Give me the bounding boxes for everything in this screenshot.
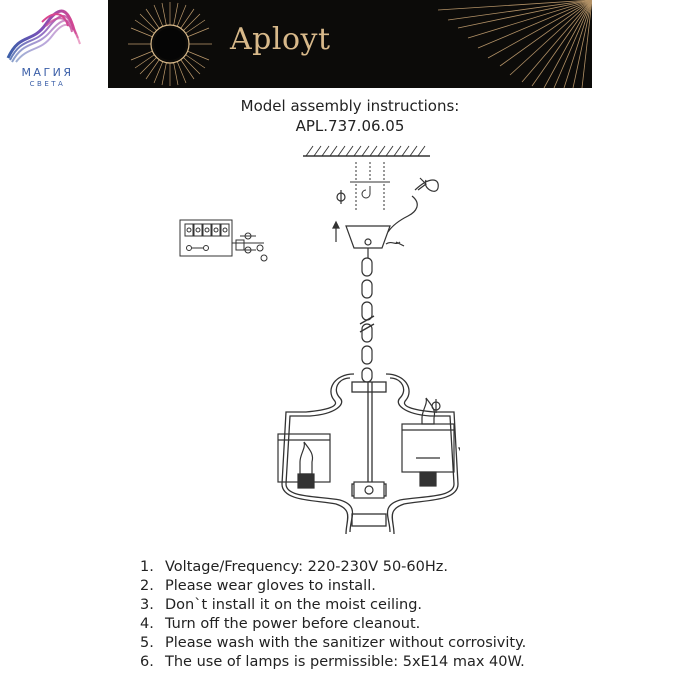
instruction-number: 2. [140,578,154,594]
instruction-number: 4. [140,616,154,632]
magia-sveta-logo [0,0,95,95]
instruction-number: 1. [140,559,154,575]
wave-logo-icon [2,2,92,64]
instruction-item [140,577,526,596]
instruction-text: The use of lamps is permissible: 5xE14 max 40W. [165,654,525,670]
instruction-number: 5. [140,635,154,651]
title-line: Model assembly instructions: [240,97,460,115]
instruction-item [140,634,526,653]
rotate-symbol-bulb [432,399,440,413]
supply-wires [388,180,438,232]
chain [360,258,374,382]
instruction-text: Please wear gloves to install. [165,578,376,594]
instruction-item [140,615,526,634]
brand-name: Aployt [230,22,331,57]
assembly-diagram [160,138,460,538]
instruction-item [140,653,526,672]
instruction-text: Please wash with the sanitizer without corrosivity. [165,635,527,651]
logo-wordmark: МАГИЯ [21,66,74,79]
instructions-list [140,558,526,672]
instruction-number: 3. [140,597,154,613]
brand-banner [108,0,592,88]
rotate-symbol-top [337,190,345,204]
instruction-number: 6. [140,654,154,670]
terminal-block [180,220,267,261]
instruction-text: Voltage/Frequency: 220-230V 50-60Hz. [165,559,448,575]
ceiling-hatch [306,146,425,156]
logo-subtitle: СВЕТА [29,80,66,88]
page-title [0,96,700,136]
model-number: APL.737.06.05 [295,117,405,135]
mounting-screws [350,162,390,210]
instruction-text: Don`t install it on the moist ceiling. [165,597,423,613]
instruction-item [140,558,526,577]
frame [282,374,458,534]
instruction-item [140,596,526,615]
instruction-text: Turn off the power before cleanout. [165,616,421,632]
sunburst-decoration [108,0,592,88]
canopy-hook [386,242,404,246]
